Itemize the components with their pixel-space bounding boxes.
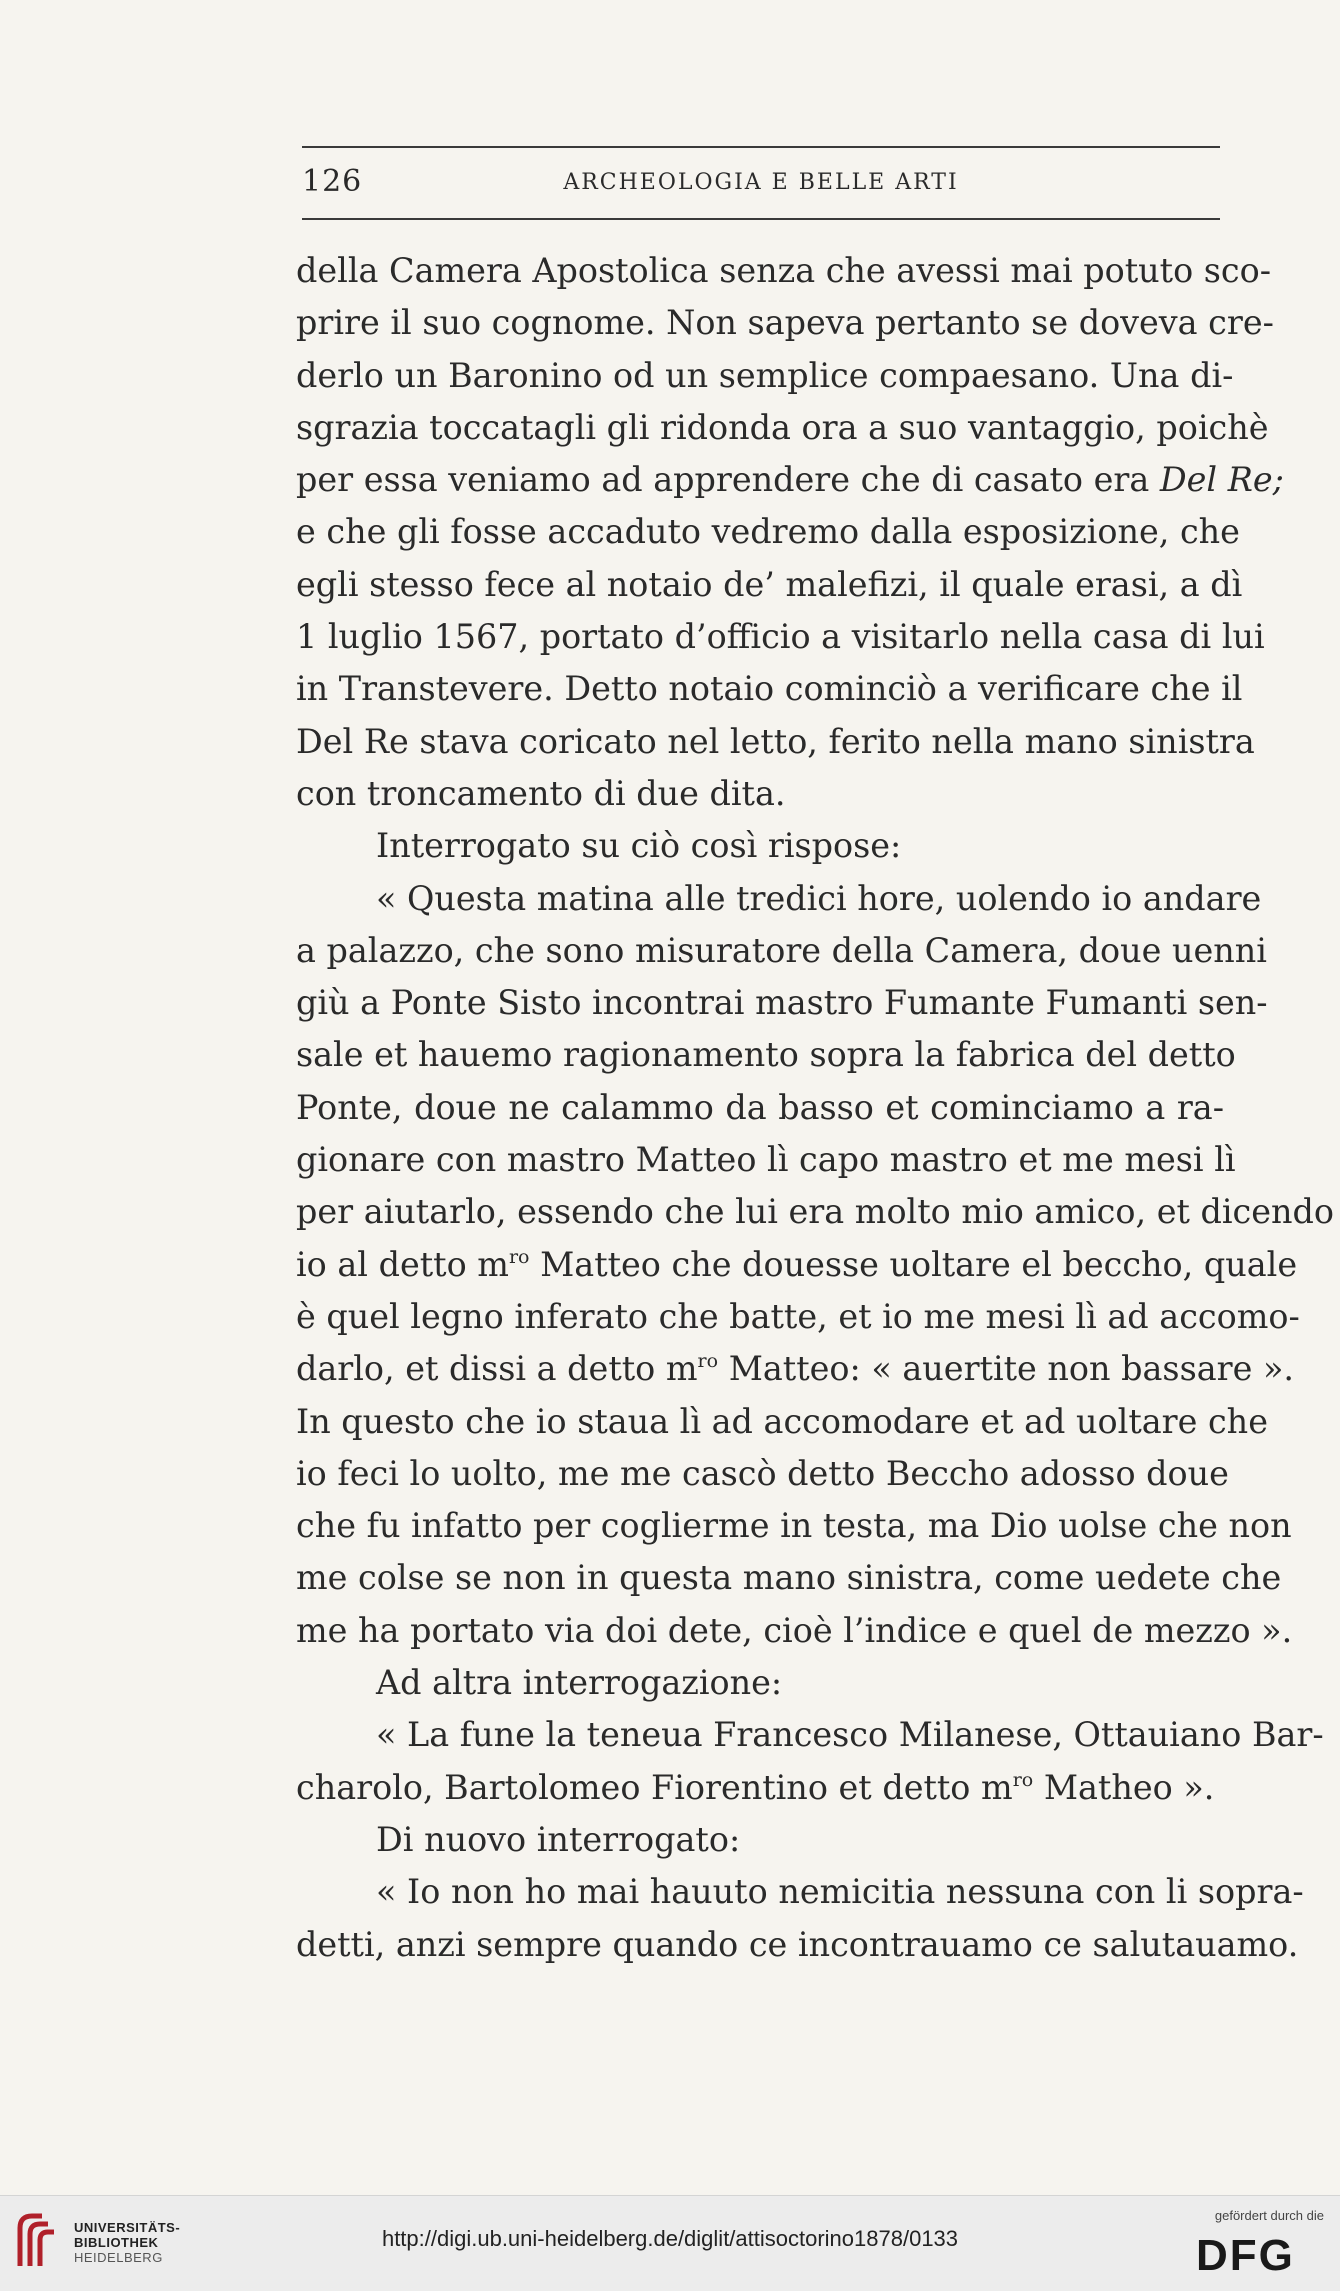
text-line: sale et hauemo ragionamento sopra la fabrica del detto <box>296 1035 1236 1075</box>
text-line: Ponte, doue ne calammo da basso et cominciamo a ra- <box>296 1087 1224 1127</box>
text-line: In questo che io staua lì ad accomodare et ad uoltare che <box>296 1401 1268 1441</box>
page-number: 126 <box>302 164 363 199</box>
page-header <box>302 164 1220 204</box>
text-line: è quel legno inferato che batte, et io me mesi lì ad accomo- <box>296 1296 1300 1336</box>
text-line: giù a Ponte Sisto incontrai mastro Fumante Fumanti sen- <box>296 983 1268 1023</box>
text-line: che fu infatto per coglierme in testa, ma Dio uolse che non <box>296 1506 1292 1546</box>
text-line: gionare con mastro Matteo lì capo mastro et me mesi lì <box>296 1140 1236 1180</box>
text-line: e che gli fosse accaduto vedremo dalla esposizione, che <box>296 512 1240 552</box>
text-line: detti, anzi sempre quando ce incontrauamo ce salutauamo. <box>296 1924 1299 1964</box>
dfg-logo-text: DFG <box>1196 2231 1295 2276</box>
text-line: « Io non ho mai hauuto nemicitia nessuna con li sopra- <box>376 1872 1304 1912</box>
text-line: per essa veniamo ad apprendere che di casato era Del Re; <box>296 460 1284 500</box>
text-line: egli stesso fece al notaio de’ malefizi, il quale erasi, a dì <box>296 564 1243 604</box>
text-line: darlo, et dissi a detto $m^{ro}$ Matteo: « auertite non bassare ». <box>296 1349 1294 1389</box>
permalink-url[interactable]: http://digi.ub.uni-heidelberg.de/diglit/attisoctorino1878/0133 <box>381 2226 959 2251</box>
header-rule-bottom <box>302 218 1220 220</box>
text-line: Interrogato su ciò così rispose: <box>376 826 902 866</box>
dfg-logo-icon[interactable] <box>1196 2230 1324 2276</box>
header-rule-top <box>302 146 1220 148</box>
running-title: ARCHEOLOGIA E BELLE ARTI <box>563 170 959 195</box>
text-line: con troncamento di due dita. <box>296 773 786 813</box>
text-line: me colse se non in questa mano sinistra, come uedete che <box>296 1558 1282 1598</box>
text-line: « La fune la teneua Francesco Milanese, Ottauiano Bar- <box>376 1715 1324 1755</box>
text-line: 1 luglio 1567, portato d’officio a visitarlo nella casa di lui <box>296 617 1265 657</box>
text-line: della Camera Apostolica senza che avessi mai potuto sco- <box>296 251 1272 290</box>
text-line: me ha portato via doi dete, cioè l’indice e quel de mezzo ». <box>296 1610 1293 1650</box>
italic-surname: Del Re; <box>1159 460 1284 500</box>
text-line: Del Re stava coricato nel letto, ferito nella mano sinistra <box>296 721 1255 761</box>
library-name: UNIVERSITÄTS- BIBLIOTHEK HEIDELBERG <box>74 2220 181 2265</box>
text-line: sgrazia toccatagli gli ridonda ora a suo vantaggio, poichè <box>296 407 1269 447</box>
sponsor-caption: gefördert durch die <box>1214 2208 1324 2223</box>
text-line: derlo un Baronino od un semplice compaesano. Una di- <box>296 355 1234 395</box>
text-line: in Transtevere. Detto notaio cominciò a verificare che il <box>296 669 1243 709</box>
text-line: Ad altra interrogazione: <box>376 1663 783 1703</box>
text-line: prire il suo cognome. Non sapeva pertanto se doveva cre- <box>296 303 1274 343</box>
text-line: io feci lo uolto, me me cascò detto Beccho adosso doue <box>296 1453 1229 1493</box>
body-text <box>296 245 1334 1971</box>
text-line: a palazzo, che sono misuratore della Camera, doue uenni <box>296 930 1267 970</box>
text-line: « Questa matina alle tredici hore, uolendo io andare <box>376 878 1262 918</box>
text-line: Di nuovo interrogato: <box>376 1819 741 1859</box>
viewer-footer <box>0 2195 1340 2291</box>
text-line: io al detto $m^{ro}$ Matteo che douesse uoltare el beccho, quale <box>296 1244 1298 1284</box>
text-line: per aiutarlo, essendo che lui era molto mio amico, et dicendo <box>296 1192 1334 1232</box>
text-line: charolo, Bartolomeo Fiorentino et detto $m^{ro}$ Matheo ». <box>296 1767 1215 1807</box>
